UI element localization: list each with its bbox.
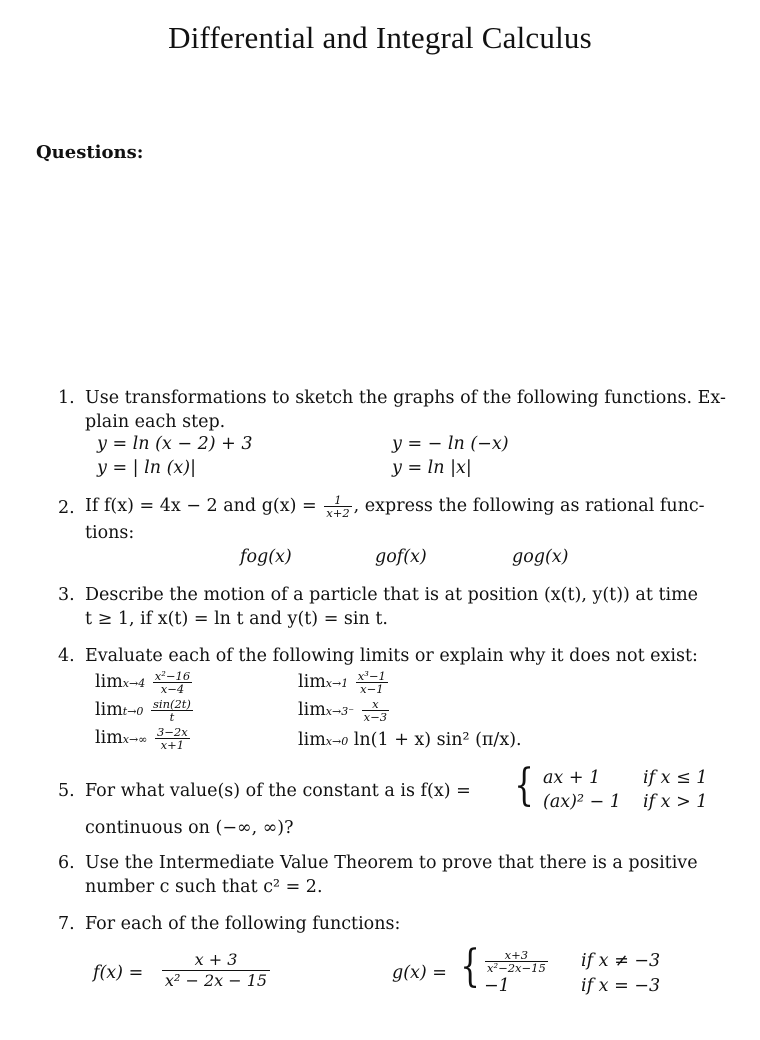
q1-function-2: y = − ln (−x) xyxy=(392,434,509,454)
q2-composition-fog: fog(x) xyxy=(240,547,292,567)
q2-fraction-num: 1 xyxy=(324,494,351,507)
q5-case1-expr: ax + 1 xyxy=(543,768,601,788)
q1-function-4: y = ln |x| xyxy=(392,458,472,478)
limit-fraction xyxy=(356,670,388,695)
limit-fraction xyxy=(155,726,190,751)
g-fraction-den: x²−2x−15 xyxy=(487,961,546,976)
q4-number: 4. xyxy=(58,646,75,666)
q7-g-case1-cond: if x ≠ −3 xyxy=(581,951,661,971)
limit-fraction xyxy=(153,670,192,695)
limit-operator: lim xyxy=(95,672,123,693)
q7-text-line1: For each of the following functions: xyxy=(85,914,401,934)
q1-text-line2: plain each step. xyxy=(85,412,226,432)
q7-g-piecewise xyxy=(456,941,484,992)
document-title: Differential and Integral Calculus xyxy=(168,20,592,55)
limit-subscript: x→1 xyxy=(325,677,349,691)
q2-composition-gog: gog(x) xyxy=(512,547,569,567)
q7-g-case2-expr: −1 xyxy=(484,976,510,996)
limit-fraction-num: 3−2x xyxy=(156,725,188,739)
q5-text: For what value(s) of the constant a is f(x) = xyxy=(85,781,471,801)
q4-limit-6 xyxy=(298,730,522,750)
q4-limit-1 xyxy=(95,670,194,695)
q1-number: 1. xyxy=(58,388,75,408)
limit-operator: lim xyxy=(298,672,326,693)
q7-g-label: g(x) = xyxy=(392,963,447,983)
q2-text-line2: tions: xyxy=(85,523,135,543)
f-fraction-den: x² − 2x − 15 xyxy=(164,971,268,990)
q6-text-line1: Use the Intermediate Value Theorem to prove that there is a positive xyxy=(85,853,698,873)
limit-fraction-den: x−3 xyxy=(363,710,388,725)
brace-icon: { xyxy=(514,760,534,811)
q4-limit-4 xyxy=(298,698,391,723)
limit-fraction-num: x xyxy=(362,698,389,711)
limit-fraction xyxy=(151,698,193,723)
limit-operator: lim xyxy=(95,728,123,749)
limit-fraction-num: x³−1 xyxy=(357,669,386,683)
limit-subscript: x→3⁻ xyxy=(325,705,355,719)
q5-case2-expr: (ax)² − 1 xyxy=(543,792,621,812)
q6-number: 6. xyxy=(58,853,75,873)
limit-subscript: x→0 xyxy=(325,735,349,748)
section-heading: Questions: xyxy=(36,142,144,163)
q2-fraction xyxy=(324,494,351,519)
limit-fraction-den: x−1 xyxy=(360,682,384,697)
q7-f-fraction xyxy=(160,950,272,991)
limit-subscript: x→∞ xyxy=(122,733,148,747)
limit-fraction-num: sin(2t) xyxy=(153,697,191,711)
limit-fraction xyxy=(362,698,389,723)
limit-fraction-den: t xyxy=(169,710,175,725)
q3-text-line2: t ≥ 1, if x(t) = ln t and y(t) = sin t. xyxy=(85,609,388,629)
q1-function-1: y = ln (x − 2) + 3 xyxy=(97,434,253,454)
q4-limit-5 xyxy=(95,726,192,751)
limit-subscript: x→4 xyxy=(122,677,146,691)
q1-function-3: y = | ln (x)| xyxy=(97,458,196,478)
q5-piecewise xyxy=(510,760,538,811)
limit-fraction-den: x+1 xyxy=(160,738,185,753)
q3-text-line1: Describe the motion of a particle that is at position (x(t), y(t)) at time xyxy=(85,585,699,605)
q7-g-case1-expr xyxy=(483,949,550,974)
q5-case1-cond: if x ≤ 1 xyxy=(643,768,708,788)
q4-limit-3 xyxy=(95,698,195,723)
g-fraction-num: x+3 xyxy=(485,949,548,962)
q3-number: 3. xyxy=(58,585,75,605)
limit-operator: lim xyxy=(95,700,123,721)
q4-text-line1: Evaluate each of the following limits or explain why it does not exist: xyxy=(85,646,698,666)
limit-subscript: t→0 xyxy=(122,705,144,719)
limit-fraction-num: x²−16 xyxy=(154,669,191,683)
q1-text-line1: Use transformations to sketch the graphs of the following functions. Ex- xyxy=(85,388,726,408)
q5-number: 5. xyxy=(58,781,75,801)
q7-number: 7. xyxy=(58,914,75,934)
f-fraction xyxy=(162,950,270,991)
q2-number: 2. xyxy=(58,498,75,518)
limit-fraction-den: x−4 xyxy=(160,682,185,697)
limit-expression: ln(1 + x) sin² (π/x). xyxy=(353,730,522,750)
q2-fraction-den: x+2 xyxy=(326,506,350,521)
q5-text-line2: continuous on (−∞, ∞)? xyxy=(85,818,294,838)
g-fraction xyxy=(485,949,548,974)
brace-icon: { xyxy=(460,941,480,992)
q2-text-b: , express the following as rational func- xyxy=(353,496,705,517)
q5-case2-cond: if x > 1 xyxy=(643,792,708,812)
q7-f-label: f(x) = xyxy=(93,963,144,983)
q2-text-a: If f(x) = 4x − 2 and g(x) = xyxy=(85,496,323,517)
q7-g-case2-cond: if x = −3 xyxy=(581,976,661,996)
limit-operator: lim xyxy=(298,700,326,721)
q6-text-line2: number c such that c² = 2. xyxy=(85,877,323,897)
limit-operator: lim xyxy=(298,730,326,750)
f-fraction-num: x + 3 xyxy=(162,950,270,971)
q2-composition-gof: gof(x) xyxy=(375,547,427,567)
q4-limit-2 xyxy=(298,670,390,695)
q2-text-line1 xyxy=(85,494,705,519)
